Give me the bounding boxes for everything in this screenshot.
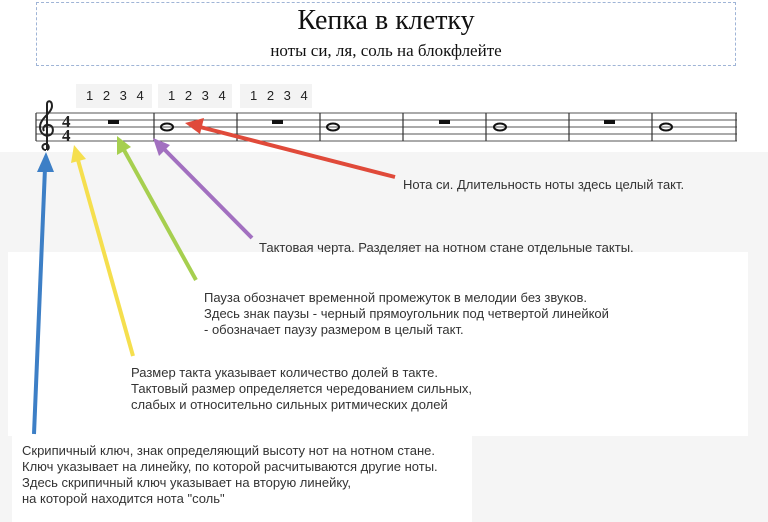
page-title: Кепка в клетку bbox=[297, 5, 475, 36]
annotation-time-signature-line: Размер такта указывает количество долей в такте. bbox=[131, 365, 438, 380]
whole-rest bbox=[108, 120, 119, 124]
annotation-clef-line: Ключ указывает на линейку, по которой расчитываются другие ноты. bbox=[22, 459, 438, 474]
annotation-time-signature-line: Тактовый размер определяется чередованием сильных, bbox=[131, 381, 473, 396]
whole-rests bbox=[108, 120, 615, 124]
annotation-note-b: Нота си. Длительность ноты здесь целый такт. bbox=[403, 177, 685, 192]
whole-rest bbox=[272, 120, 283, 124]
annotation-rest bbox=[204, 290, 609, 338]
annotation-clef-line: Здесь скрипичный ключ указывает на вторую линейку, bbox=[22, 475, 351, 490]
page-subtitle: ноты си, ля, соль на блокфлейте bbox=[270, 41, 502, 60]
annotation-time-signature bbox=[131, 365, 472, 413]
treble-clef-icon bbox=[40, 101, 53, 150]
whole-rest bbox=[439, 120, 450, 124]
annotation-clef bbox=[22, 443, 438, 507]
time-signature-bottom: 4 bbox=[62, 126, 71, 145]
time-signature bbox=[62, 112, 71, 145]
beat-count-1: 1 2 3 4 bbox=[76, 84, 152, 108]
arrow-purple bbox=[153, 138, 252, 238]
annotation-time-signature-line: слабых и относительно сильных ритмических долей bbox=[131, 397, 448, 412]
annotation-rest-line: - обозначает паузу размером в целый такт. bbox=[204, 322, 464, 337]
arrow-blue bbox=[34, 152, 54, 434]
annotation-barline: Тактовая черта. Разделяет на нотном стане отдельные такты. bbox=[259, 240, 634, 255]
annotation-clef-line: на которой находится нота "соль" bbox=[22, 491, 225, 506]
beat-count-3: 1 2 3 4 bbox=[240, 84, 312, 108]
staff-lines bbox=[36, 113, 737, 141]
annotation-clef-line: Скрипичный ключ, знак определяющий высоту нот на нотном стане. bbox=[22, 443, 435, 458]
annotation-rest-line: Пауза обозначет временной промежуток в мелодии без звуков. bbox=[204, 290, 588, 305]
beat-count-2: 1 2 3 4 bbox=[158, 84, 232, 108]
whole-rest bbox=[604, 120, 615, 124]
annotation-rest-line: Здесь знак паузы - черный прямоугольник под четвертой линейкой bbox=[204, 306, 609, 321]
time-signature-top: 4 bbox=[62, 112, 71, 131]
arrow-green bbox=[117, 136, 196, 280]
arrow-yellow bbox=[71, 145, 133, 356]
